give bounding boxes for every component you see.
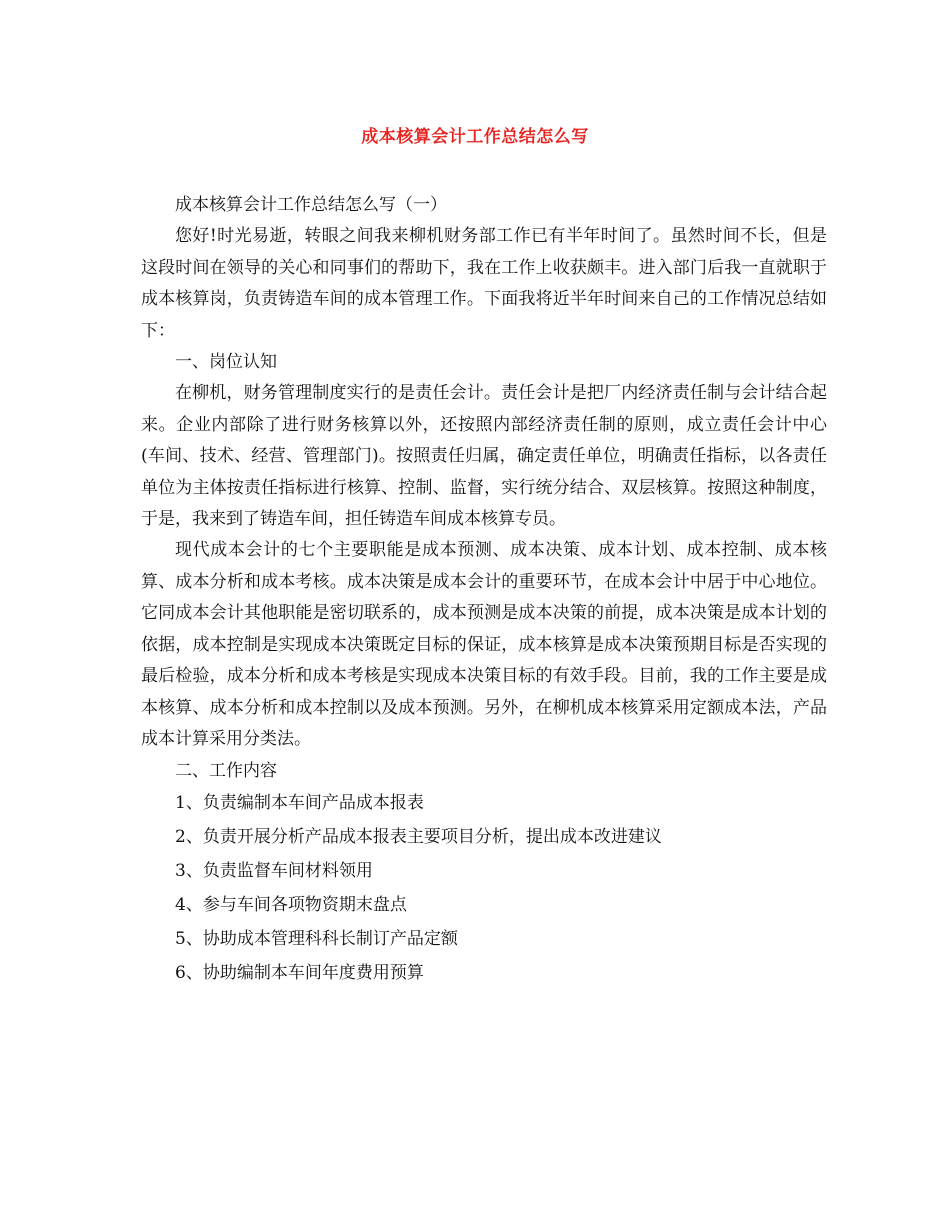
section-heading-2: 二、工作内容 (175, 761, 277, 782)
section1-paragraph-2: 现代成本会计的七个主要职能是成本预测、成本决策、成本计划、成本控制、成本核算、成本分析和成本考核。成本决策是成本会计的重要环节，在成本会计中居于中心地位。它同成本会计其他职能是密切联系的，成本预测是成本决策的前提，成本决策是成本计划的依据，成本控制是实现成本决策既定目标的保证，成本核算是成本决策预期目标是否实现的最后检验，成本分析和成本考核是实现成本决策目标的有效手段。目前，我的工作主要是成本核算、成本分析和成本控制以及成本预测。另外，在柳机成本核算采用定额成本法，产品成本计算采用分类法。 (141, 540, 827, 749)
list-item: 6、协助编制本车间年度费用预算 (175, 962, 424, 983)
document-title: 成本核算会计工作总结怎么写 (361, 127, 589, 147)
list-item: 1、负责编制本车间产品成本报表 (175, 792, 424, 813)
section-heading-1: 一、岗位认知 (175, 352, 277, 373)
list-item: 4、参与车间各项物资期末盘点 (175, 894, 407, 915)
subtitle: 成本核算会计工作总结怎么写（一） (175, 195, 447, 215)
list-item: 2、负责开展分析产品成本报表主要项目分析，提出成本改进建议 (175, 826, 662, 847)
list-item: 3、负责监督车间材料领用 (175, 860, 373, 881)
section1-paragraph-1: 在柳机，财务管理制度实行的是责任会计。责任会计是把厂内经济责任制与会计结合起来。企业内部除了进行财务核算以外，还按照内部经济责任制的原则，成立责任会计中心(车间、技术、经营、管理部门)。按照责任归属，确定责任单位，明确责任指标，以各责任单位为主体按责任指标进行核算、控制、监督，实行统分结合、双层核算。按照这种制度，于是，我来到了铸造车间，担任铸造车间成本核算专员。 (141, 383, 827, 530)
list-item: 5、协助成本管理科科长制订产品定额 (175, 928, 458, 949)
intro-paragraph: 您好!时光易逝，转眼之间我来柳机财务部工作已有半年时间了。虽然时间不长，但是这段时间在领导的关心和同事们的帮助下，我在工作上收获颇丰。进入部门后我一直就职于成本核算岗，负责铸造车间的成本管理工作。下面我将近半年时间来自己的工作情况总结如下： (141, 226, 827, 341)
document-body (141, 190, 827, 992)
